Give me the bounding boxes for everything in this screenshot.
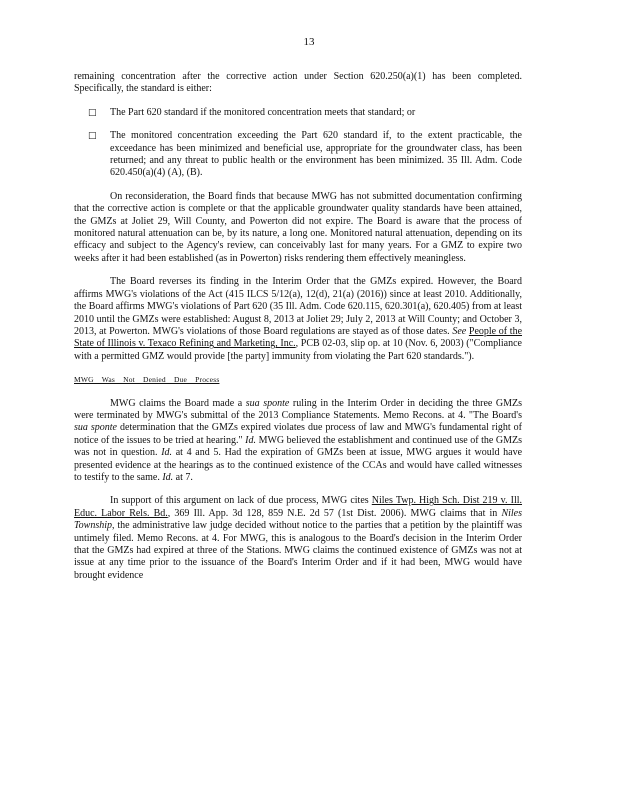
- latin-term: sua sponte: [245, 397, 290, 409]
- claims-text: MWG believed the establishment and continued use of the GMZs was not in question.: [74, 434, 523, 459]
- reconsideration-paragraph: On reconsideration, the Board finds that because MWG has not submitted documentation confirming that the corrective action is complete or that the applicable groundwater quality standards have been attained, the GMZs at Joliet 29, Will County, and Powerton did not expire. The Board is aware that the process of monitored natural attenuation can be, by its nature, a long one. Monitored natural attenuation, depending on its efficacy and subject to the Agency's review, can conceivably last for many years. For a GMZ to expire two weeks after it had been established (as in Powerton) risks rendering them effectively meaningless.: [74, 190, 522, 264]
- case-short-name: Niles Township: [74, 507, 523, 532]
- support-text: In support of this argument on lack of due process, MWG cites: [110, 495, 369, 507]
- id-citation: Id.: [162, 471, 174, 483]
- bullet-text: The Part 620 standard if the monitored concentration meets that standard; or: [110, 106, 416, 118]
- id-citation: Id.: [245, 434, 257, 446]
- claims-text: at 7.: [175, 471, 193, 483]
- see-signal: See: [452, 325, 467, 337]
- bullet-text: The monitored concentration exceeding the Part 620 standard if, to the extent practicable, the exceedance has been minimized and beneficial use, appropriate for the groundwater class, has been returned; and any threat to public health or the environment has been minimized. 35 Ill. Adm. Code 620.450(a)(4) (A), (B).: [110, 130, 522, 179]
- claims-paragraph: [74, 398, 522, 485]
- case-citation: Niles Twp. High Sch. Dist 219 v. Ill. Educ. Labor Rels. Bd.: [74, 495, 523, 519]
- checkbox-bullet-icon: □: [88, 107, 97, 118]
- support-text: , the administrative law judge decided without notice to the parties that a petition by the plaintiff was untimely filed. Memo Recons. at 4. For MWG, this is analogous to the Board's decision in the Interim Order that the GMZs had expired at three of the Stations. MWG claims the continued existence of GMZs was not at issue at any time prior to the issuance of the Board's Interim Order and if it had been, MWG would have brought evidence: [74, 520, 522, 581]
- reversal-paragraph: [74, 276, 522, 363]
- page-body: [74, 71, 522, 582]
- claims-text: at 4 and 5. Had the expiration of GMZs been at issue, MWG argues it would have presented evidence at the hearings as to the continued existence of the CCAs and would have called witnesses to testify to the same.: [74, 447, 523, 483]
- intro-paragraph: remaining concentration after the corrective action under Section 620.250(a)(1) has been completed. Specifically, the standard is either:: [74, 71, 522, 95]
- bullet-item-2: [74, 130, 522, 180]
- support-paragraph: [74, 495, 522, 582]
- support-text: , 369 Ill. App. 3d 128, 859 N.E. 2d 57 (1st Dist. 2006). MWG claims that in: [167, 507, 498, 519]
- citation-text: , PCB 02-03, slip op. at 10 (Nov. 6, 2003) ("Compliance with a permitted GMZ would provide [the party] immunity from violating the Part 620 standards.").: [74, 338, 522, 362]
- claims-text: ruling in the Interim Order in deciding the three GMZs were terminated by MWG's submittal of the 2013 Compliance Statements. Memo Recons. at 4. "The Board's: [74, 397, 523, 421]
- reversal-text: The Board reverses its finding in the Interim Order that the GMZs expired. However, the Board affirms MWG's violations of the Act (415 ILCS 5/12(a), 12(d), 21(a) (2016)) since at least 2010. Additionally, the Board affirms MWG's violations of Part 620 (35 Ill. Adm. Code 620.115, 620.301(a), 620.405) from at least 2010 until the GMZs were established: August 8, 2013 at Joliet 29; July 2, 2013 at Will County; and October 3, 2013, at Powerton. MWG's violations of those Board regulations are stayed as of those dates.: [74, 276, 522, 337]
- page-number: 13: [303, 36, 315, 48]
- claims-text: MWG claims the Board made a: [110, 397, 243, 409]
- claims-text: determination that the GMZs expired violates due process of law and MWG's fundamental right of notice of the issues to be tried at hearing.": [74, 422, 523, 446]
- checkbox-bullet-icon: □: [88, 131, 97, 142]
- bullet-item-1: [74, 107, 522, 119]
- case-citation: People of the State of Illinois v. Texaco Refining and Marketing, Inc.: [74, 325, 523, 350]
- section-heading: MWG Was Not Denied Due Process: [74, 375, 220, 385]
- latin-term: sua sponte: [74, 422, 117, 434]
- id-citation: Id.: [161, 447, 173, 459]
